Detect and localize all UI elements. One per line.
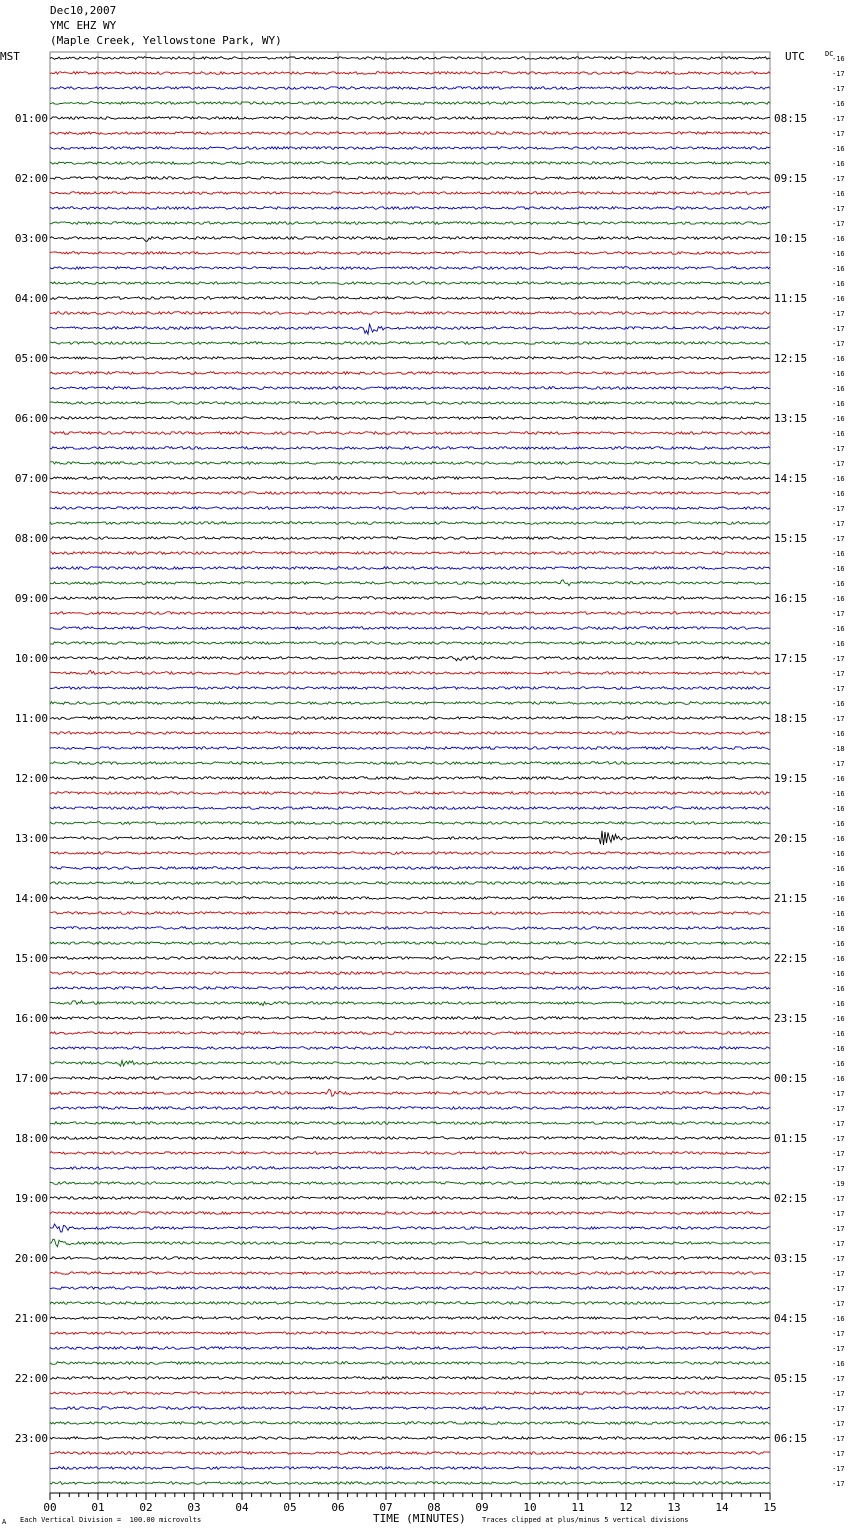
dc-offset-label: -17 xyxy=(832,1210,845,1218)
dc-offset-label: -16 xyxy=(832,160,845,168)
x-tick-label: 08 xyxy=(427,1501,441,1514)
dc-offset-label: -17 xyxy=(832,460,845,468)
trace-row xyxy=(50,342,770,345)
dc-offset-label: -17 xyxy=(832,1225,845,1233)
dc-offset-label: -17 xyxy=(832,340,845,348)
hour-label-right: 17:15 xyxy=(774,652,808,665)
dc-offset-label: -16 xyxy=(832,1015,845,1023)
trace-row xyxy=(50,192,770,195)
dc-offset-label: -16 xyxy=(832,280,845,288)
hour-label-left: 01:00 xyxy=(14,112,48,125)
x-axis-title: TIME (MINUTES) xyxy=(373,1512,466,1525)
trace-row xyxy=(50,1362,770,1365)
x-tick-label: 12 xyxy=(619,1501,633,1514)
dc-offset-label: -17 xyxy=(832,1150,845,1158)
dc-offset-label: -16 xyxy=(832,625,845,633)
trace-row xyxy=(50,432,770,435)
dc-offset-label: -16 xyxy=(832,145,845,153)
hour-label-right: 14:15 xyxy=(774,472,808,485)
dc-offset-label: -17 xyxy=(832,1390,845,1398)
hour-label-left: 22:00 xyxy=(14,1372,48,1385)
dc-offset-label: -17 xyxy=(832,1375,845,1383)
trace-row xyxy=(50,912,770,915)
hour-label-left: 02:00 xyxy=(14,172,48,185)
dc-offset-label: -16 xyxy=(832,1315,845,1323)
dc-offset-label: -17 xyxy=(832,1165,845,1173)
dc-offset-label: -16 xyxy=(832,640,845,648)
trace-row xyxy=(50,1437,770,1440)
hour-label-left: 12:00 xyxy=(14,772,48,785)
hour-label-left: 11:00 xyxy=(14,712,48,725)
dc-offset-label: -16 xyxy=(832,550,845,558)
trace-row xyxy=(50,1482,770,1485)
trace-row xyxy=(50,312,770,315)
dc-offset-label: -16 xyxy=(832,355,845,363)
hour-label-right: 09:15 xyxy=(774,172,808,185)
dc-offset-label: -16 xyxy=(832,700,845,708)
trace-row xyxy=(50,1182,770,1185)
trace-row xyxy=(50,1152,770,1155)
dc-offset-label: -17 xyxy=(832,70,845,78)
dc-offset-label: -16 xyxy=(832,940,845,948)
dc-offset-label: -16 xyxy=(832,880,845,888)
trace-row xyxy=(50,852,770,855)
trace-row xyxy=(50,132,770,135)
dc-offset-label: -16 xyxy=(832,490,845,498)
trace-row xyxy=(50,580,770,586)
hour-label-right: 13:15 xyxy=(774,412,808,425)
trace-row xyxy=(50,1272,770,1275)
hour-label-left: 04:00 xyxy=(14,292,48,305)
x-tick-label: 05 xyxy=(283,1501,297,1514)
trace-row xyxy=(50,942,770,945)
dc-offset-label: -17 xyxy=(832,1345,845,1353)
trace-row xyxy=(50,717,770,720)
left-timezone-label: MST xyxy=(0,50,20,63)
trace-row xyxy=(50,1317,770,1320)
dc-offset-label: -17 xyxy=(832,655,845,663)
hour-label-right: 15:15 xyxy=(774,532,808,545)
trace-row xyxy=(50,417,770,420)
x-tick-label: 14 xyxy=(715,1501,729,1514)
dc-offset-label: -17 xyxy=(832,1300,845,1308)
trace-row xyxy=(50,207,770,210)
dc-offset-label: -16 xyxy=(832,955,845,963)
trace-row xyxy=(50,1107,770,1110)
dc-offset-label: -17 xyxy=(832,1285,845,1293)
trace-row xyxy=(50,552,770,555)
hour-label-right: 21:15 xyxy=(774,892,808,905)
dc-offset-label: -17 xyxy=(832,85,845,93)
trace-row xyxy=(50,1032,770,1035)
dc-offset-label: -17 xyxy=(832,670,845,678)
trace-row xyxy=(50,1332,770,1335)
dc-offset-label: -17 xyxy=(832,1465,845,1473)
x-tick-label: 10 xyxy=(523,1501,537,1514)
trace-row xyxy=(50,117,770,120)
hour-label-right: 01:15 xyxy=(774,1132,808,1145)
dc-offset-label: -17 xyxy=(832,610,845,618)
dc-offset-label: -17 xyxy=(832,1135,845,1143)
hour-label-left: 15:00 xyxy=(14,952,48,965)
trace-row xyxy=(50,747,770,750)
trace-row xyxy=(50,987,770,990)
trace-row xyxy=(50,357,770,360)
dc-offset-label: -17 xyxy=(832,1450,845,1458)
dc-offset-label: -17 xyxy=(832,310,845,318)
x-tick-label: 02 xyxy=(139,1501,153,1514)
hour-label-right: 20:15 xyxy=(774,832,808,845)
trace-row xyxy=(50,612,770,615)
trace-row xyxy=(50,1287,770,1290)
hour-label-right: 10:15 xyxy=(774,232,808,245)
hour-label-right: 18:15 xyxy=(774,712,808,725)
dc-offset-label: -17 xyxy=(832,130,845,138)
trace-row xyxy=(50,537,770,540)
trace-row xyxy=(50,927,770,930)
trace-row xyxy=(50,1137,770,1140)
trace-row xyxy=(50,1061,770,1067)
trace-row xyxy=(50,1302,770,1305)
trace-row xyxy=(50,792,770,795)
dc-offset-label: -16 xyxy=(832,295,845,303)
x-tick-label: 13 xyxy=(667,1501,681,1514)
trace-row xyxy=(50,162,770,165)
hour-label-left: 17:00 xyxy=(14,1072,48,1085)
trace-row xyxy=(50,1239,770,1247)
hour-label-left: 03:00 xyxy=(14,232,48,245)
right-timezone-label: UTC xyxy=(785,50,805,63)
corner-mark: A xyxy=(2,1518,7,1526)
trace-row xyxy=(50,1001,770,1006)
trace-row xyxy=(50,1422,770,1425)
x-tick-label: 00 xyxy=(43,1501,57,1514)
hour-label-left: 16:00 xyxy=(14,1012,48,1025)
dc-offset-label: -16 xyxy=(832,820,845,828)
dc-offset-label: -16 xyxy=(832,400,845,408)
time-axis xyxy=(43,1493,776,1514)
trace-row xyxy=(50,807,770,810)
dc-offset-label: -17 xyxy=(832,1240,845,1248)
x-tick-label: 06 xyxy=(331,1501,345,1514)
trace-row xyxy=(50,1077,770,1080)
hour-label-right: 03:15 xyxy=(774,1252,808,1265)
trace-row xyxy=(50,1017,770,1020)
x-tick-label: 07 xyxy=(379,1501,393,1514)
trace-row xyxy=(50,447,770,450)
dc-offset-label: -17 xyxy=(832,175,845,183)
hour-label-left: 09:00 xyxy=(14,592,48,605)
dc-offset-label: -17 xyxy=(832,1330,845,1338)
trace-row xyxy=(50,1197,770,1200)
dc-offset-label: -17 xyxy=(832,115,845,123)
dc-offset-label: -16 xyxy=(832,580,845,588)
hour-label-left: 20:00 xyxy=(14,1252,48,1265)
trace-row xyxy=(50,822,770,825)
trace-row xyxy=(50,477,770,480)
dc-offset-label: -17 xyxy=(832,685,845,693)
station-location: (Maple Creek, Yellowstone Park, WY) xyxy=(50,34,282,47)
trace-row xyxy=(50,1257,770,1260)
dc-offset-label: -16 xyxy=(832,805,845,813)
dc-offset-label: -16 xyxy=(832,385,845,393)
trace-row xyxy=(50,831,770,845)
trace-row xyxy=(50,1347,770,1350)
hour-label-left: 08:00 xyxy=(14,532,48,545)
dc-offset-label: -17 xyxy=(832,1255,845,1263)
hour-label-right: 05:15 xyxy=(774,1372,808,1385)
dc-offset-label: -17 xyxy=(832,715,845,723)
dc-offset-label: -16 xyxy=(832,55,845,63)
trace-row xyxy=(50,462,770,465)
dc-offset-label: -16 xyxy=(832,1360,845,1368)
trace-row xyxy=(50,177,770,180)
dc-offset-label: -18 xyxy=(832,745,845,753)
dc-offset-label: -16 xyxy=(832,910,845,918)
dc-offset-label: -17 xyxy=(832,520,845,528)
dc-offset-label: -16 xyxy=(832,895,845,903)
trace-row xyxy=(50,372,770,375)
dc-offset-label: -16 xyxy=(832,730,845,738)
trace-row xyxy=(50,762,770,765)
dc-offset-label: -16 xyxy=(832,595,845,603)
hour-label-right: 22:15 xyxy=(774,952,808,965)
dc-offset-label: -19 xyxy=(832,1180,845,1188)
dc-offset-label: -16 xyxy=(832,565,845,573)
hour-label-left: 21:00 xyxy=(14,1312,48,1325)
x-tick-label: 04 xyxy=(235,1501,249,1514)
trace-row xyxy=(50,1392,770,1395)
trace-row xyxy=(50,237,770,242)
trace-row xyxy=(50,102,770,105)
hour-label-left: 05:00 xyxy=(14,352,48,365)
dc-offset-label: -16 xyxy=(832,850,845,858)
trace-row xyxy=(50,222,770,225)
trace-row xyxy=(50,267,770,270)
trace-row xyxy=(50,702,770,705)
dc-offset-label: -16 xyxy=(832,235,845,243)
hour-label-left: 07:00 xyxy=(14,472,48,485)
trace-row xyxy=(50,1047,770,1050)
dc-offset-label: -17 xyxy=(832,205,845,213)
dc-offset-label: -16 xyxy=(832,430,845,438)
trace-row xyxy=(50,1377,770,1380)
trace-row xyxy=(50,87,770,90)
trace-row xyxy=(50,687,770,690)
trace-row xyxy=(50,282,770,285)
dc-offset-label: -17 xyxy=(832,1090,845,1098)
dc-offset-label: -17 xyxy=(832,1105,845,1113)
recording-date: Dec10,2007 xyxy=(50,4,117,17)
dc-offset-label: -17 xyxy=(832,1195,845,1203)
dc-offset-label: -17 xyxy=(832,1270,845,1278)
dc-offset-label: -16 xyxy=(832,865,845,873)
hour-label-right: 04:15 xyxy=(774,1312,808,1325)
hour-label-right: 02:15 xyxy=(774,1192,808,1205)
dc-offset-label: -17 xyxy=(832,1435,845,1443)
dc-offset-label: -17 xyxy=(832,325,845,333)
trace-row xyxy=(50,1122,770,1125)
hour-label-right: 08:15 xyxy=(774,112,808,125)
dc-offset-label: -16 xyxy=(832,790,845,798)
hour-label-right: 23:15 xyxy=(774,1012,808,1025)
dc-offset-label: -16 xyxy=(832,190,845,198)
trace-row xyxy=(50,402,770,405)
dc-offset-label: -16 xyxy=(832,970,845,978)
trace-row xyxy=(50,567,770,570)
x-tick-label: 11 xyxy=(571,1501,585,1514)
trace-row xyxy=(50,1089,770,1096)
trace-row xyxy=(50,1212,770,1215)
hour-label-right: 11:15 xyxy=(774,292,808,305)
hour-label-right: 12:15 xyxy=(774,352,808,365)
trace-row xyxy=(50,1452,770,1455)
trace-rows xyxy=(50,57,770,1485)
trace-row xyxy=(50,867,770,870)
trace-row xyxy=(50,732,770,735)
dc-offset-label: -17 xyxy=(832,1480,845,1488)
trace-row xyxy=(50,252,770,255)
dc-offset-label: -17 xyxy=(832,505,845,513)
hour-label-right: 06:15 xyxy=(774,1432,808,1445)
dc-offset-label: -16 xyxy=(832,985,845,993)
trace-row xyxy=(50,1467,770,1470)
hour-label-left: 23:00 xyxy=(14,1432,48,1445)
scale-note: Each Vertical Division = 100.00 microvolts xyxy=(20,1516,202,1524)
clip-note: Traces clipped at plus/minus 5 vertical divisions xyxy=(482,1516,689,1524)
x-tick-label: 01 xyxy=(91,1501,105,1514)
trace-row xyxy=(50,1407,770,1410)
dc-offset-label: -17 xyxy=(832,535,845,543)
dc-offset-label: -17 xyxy=(832,1405,845,1413)
dc-offset-label: -17 xyxy=(832,1120,845,1128)
dc-offset-label: -16 xyxy=(832,775,845,783)
trace-row xyxy=(50,387,770,390)
trace-row xyxy=(50,642,770,645)
dc-offset-label: -17 xyxy=(832,760,845,768)
hour-label-right: 19:15 xyxy=(774,772,808,785)
trace-row xyxy=(50,670,770,674)
dc-column-label: DC xyxy=(825,50,834,58)
dc-offset-label: -16 xyxy=(832,265,845,273)
trace-row xyxy=(50,324,770,334)
trace-row xyxy=(50,492,770,495)
dc-offset-label: -16 xyxy=(832,100,845,108)
dc-offset-label: -16 xyxy=(832,925,845,933)
dc-offset-label: -16 xyxy=(832,835,845,843)
dc-offset-label: -17 xyxy=(832,1420,845,1428)
trace-row xyxy=(50,972,770,975)
dc-offset-label: -17 xyxy=(832,220,845,228)
dc-offset-label: -16 xyxy=(832,1030,845,1038)
dc-offset-label: -16 xyxy=(832,475,845,483)
dc-offset-label: -17 xyxy=(832,445,845,453)
hour-label-right: 16:15 xyxy=(774,592,808,605)
trace-row xyxy=(50,72,770,75)
hour-label-right: 00:15 xyxy=(774,1072,808,1085)
dc-offset-label: -16 xyxy=(832,1075,845,1083)
hour-label-left: 14:00 xyxy=(14,892,48,905)
trace-row xyxy=(50,522,770,525)
station-code: YMC EHZ WY xyxy=(50,19,117,32)
trace-row xyxy=(50,297,770,300)
dc-offset-label: -16 xyxy=(832,370,845,378)
trace-row xyxy=(50,1224,770,1232)
dc-offset-label: -16 xyxy=(832,250,845,258)
dc-offset-label: -16 xyxy=(832,1045,845,1053)
hour-label-left: 10:00 xyxy=(14,652,48,665)
trace-row xyxy=(50,957,770,960)
trace-row xyxy=(50,507,770,510)
trace-row xyxy=(50,897,770,900)
hour-label-left: 18:00 xyxy=(14,1132,48,1145)
trace-row xyxy=(50,627,770,630)
hour-label-left: 13:00 xyxy=(14,832,48,845)
x-tick-label: 15 xyxy=(763,1501,777,1514)
x-tick-label: 09 xyxy=(475,1501,489,1514)
hour-label-left: 06:00 xyxy=(14,412,48,425)
x-tick-label: 03 xyxy=(187,1501,201,1514)
dc-offset-label: -16 xyxy=(832,1000,845,1008)
dc-offset-label: -16 xyxy=(832,415,845,423)
trace-row xyxy=(50,57,770,60)
dc-offset-label: -16 xyxy=(832,1060,845,1068)
trace-row xyxy=(50,777,770,780)
trace-row xyxy=(50,656,770,661)
trace-row xyxy=(50,147,770,150)
trace-row xyxy=(50,1167,770,1170)
hour-label-left: 19:00 xyxy=(14,1192,48,1205)
trace-row xyxy=(50,882,770,885)
trace-row xyxy=(50,597,770,600)
